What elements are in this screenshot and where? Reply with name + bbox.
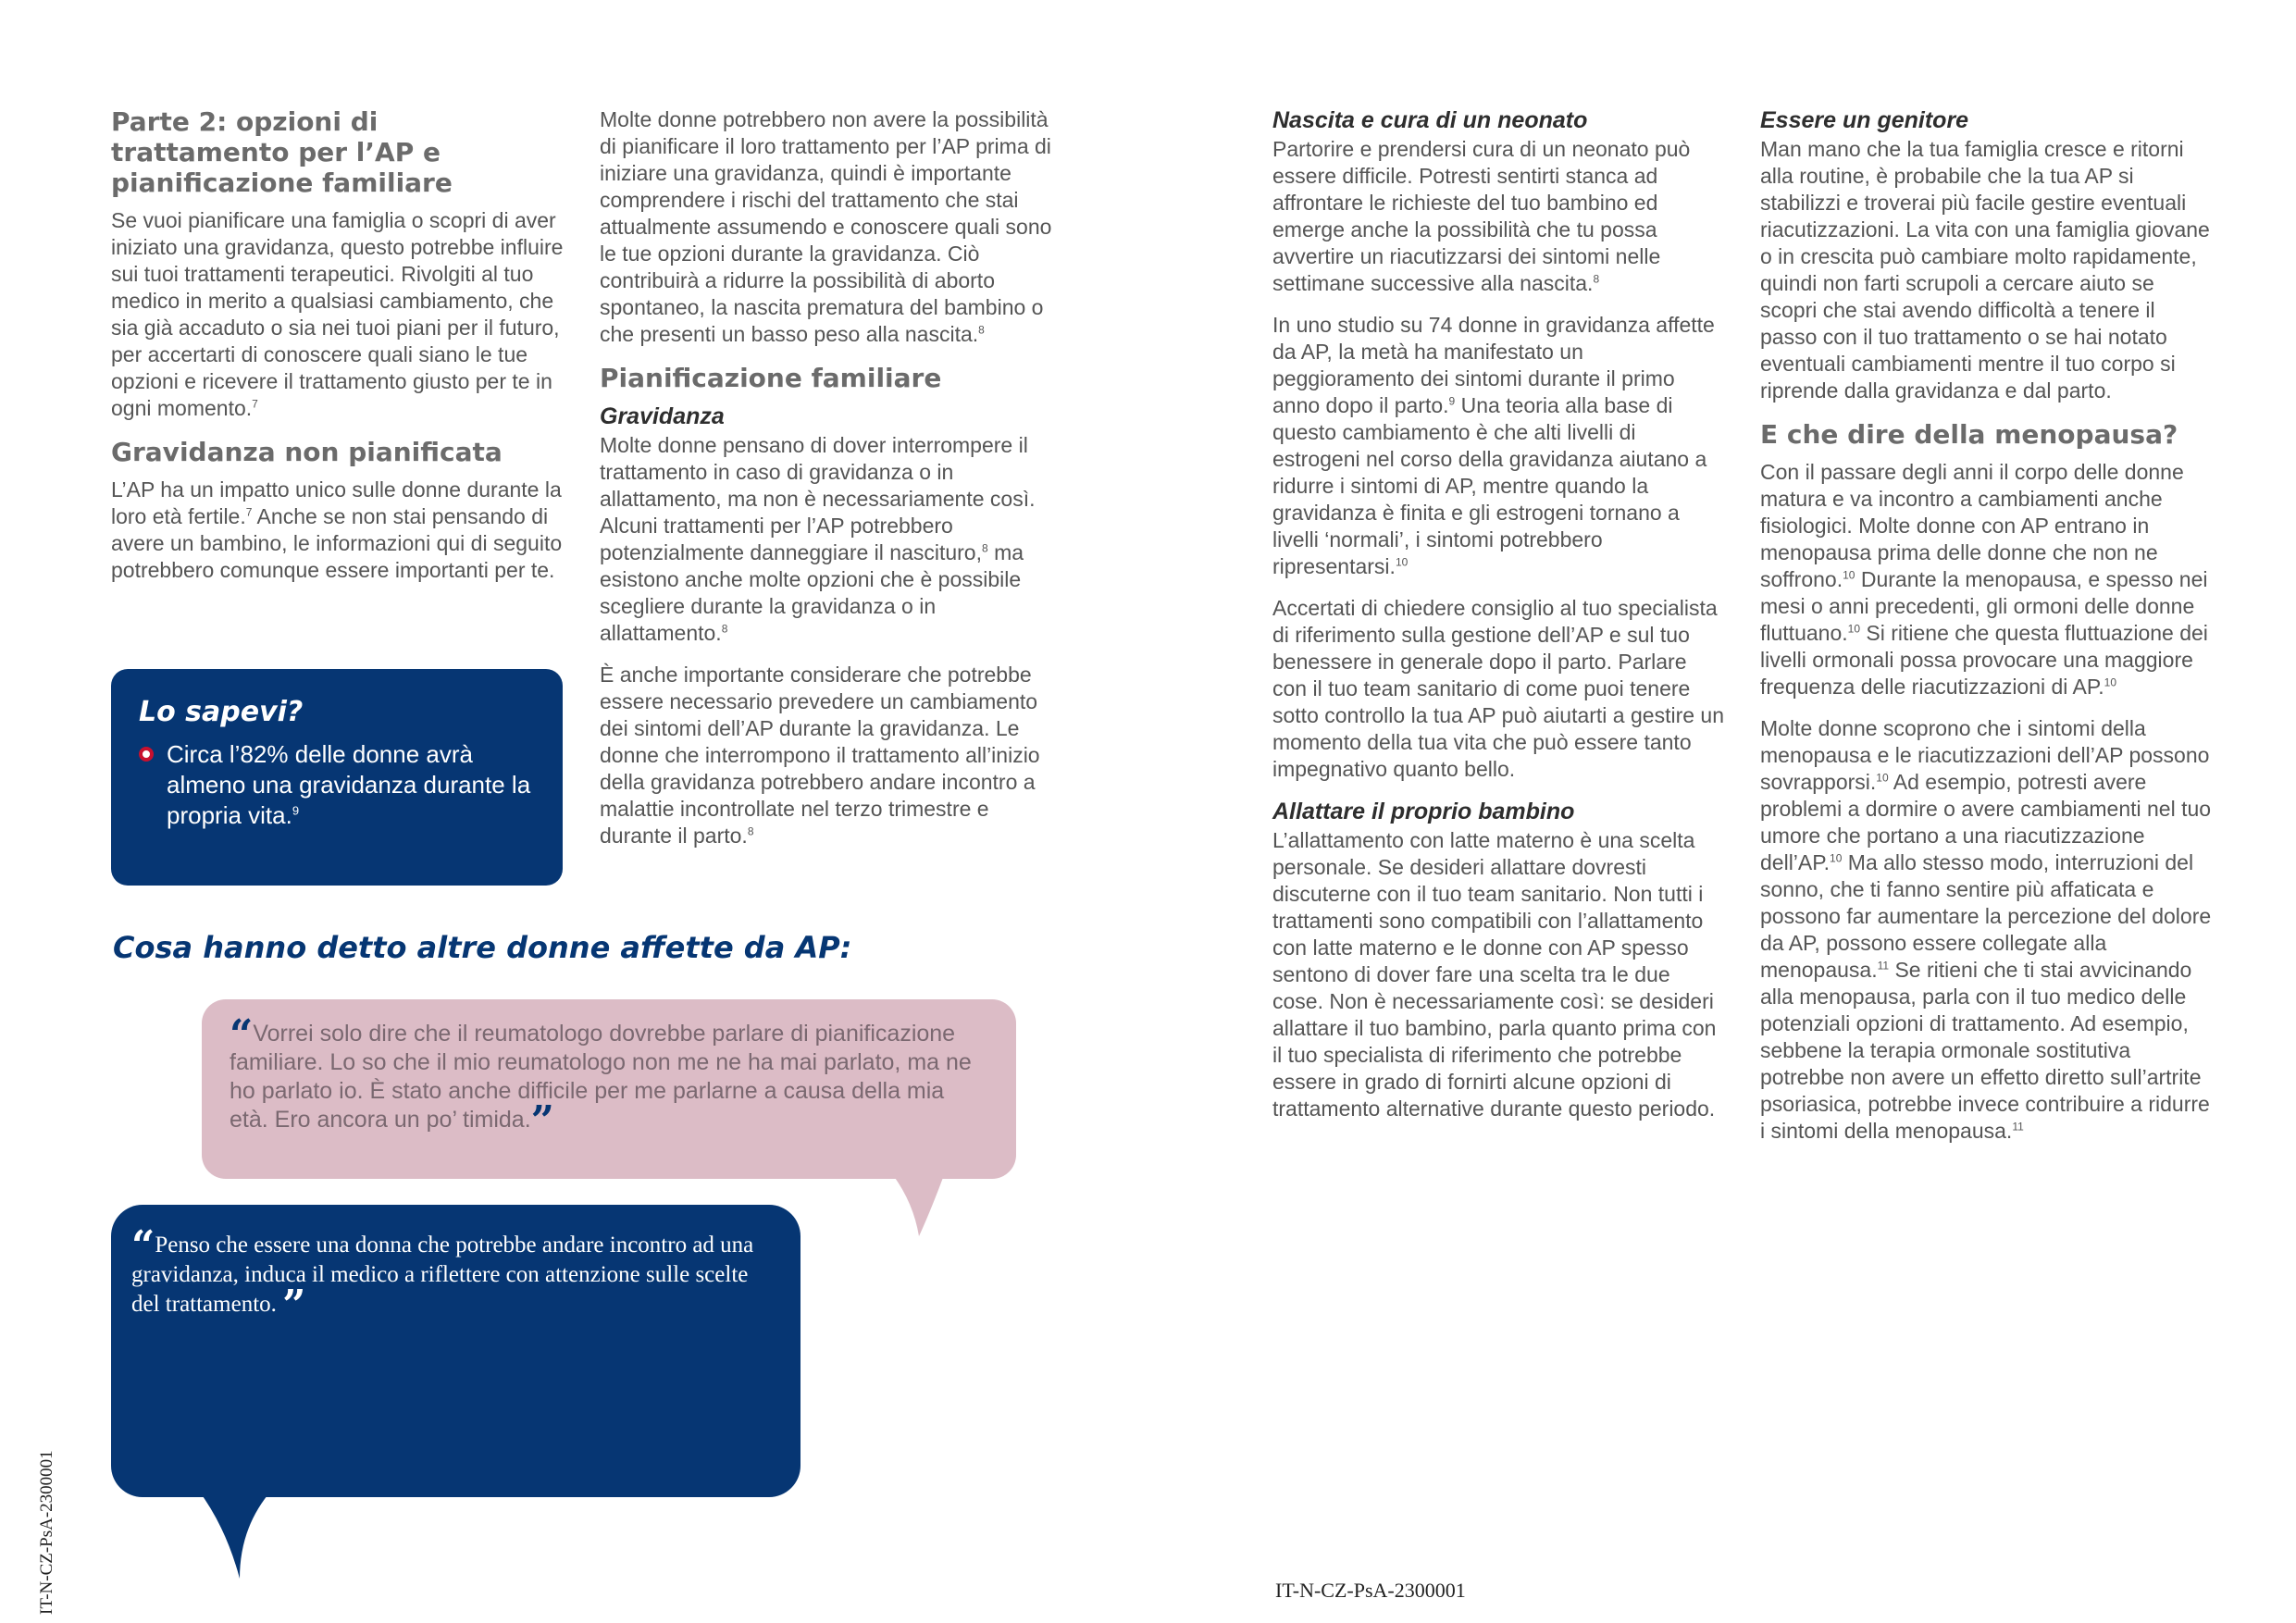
subheading-breastfeeding: Allattare il proprio bambino: [1272, 799, 1575, 824]
paragraph: Man mano che la tua famiglia cresce e ritorni alla routine, è probabile che la tua AP si stabilizzi e troverai più facile gestire eventuali riacutizzazioni. La vita con una famiglia giovane o in crescita può cambiare molto rapidamente, quindi non farti scrupoli a cercare aiuto se scopri che stai avendo difficoltà a tenere il passo con il tuo trattamento o se hai notato eventuali cambiamenti mentre il tuo corpo si riprende dalla gravidanza e dal parto.: [1760, 137, 2210, 403]
footnote-ref: 7: [252, 397, 258, 411]
did-you-know-title: Lo sapevi?: [139, 696, 304, 728]
close-quote-icon: ”: [530, 1097, 554, 1145]
paragraph: Molte donne pensano di dover interrompere il trattamento in caso di gravidanza o in allattamento, ma non è necessariamente così. Alcuni trattamenti per l’AP potrebbero potenzialmente danneggiare il nascituro,$^8$ ma esistono anche molte opzioni che è possibile scegliere durante la gravidanza o in allattamento.$^8$: [600, 433, 1036, 645]
document-code-vertical: IT-N-CZ-PsA-2300001: [37, 1450, 56, 1615]
section-heading-family-planning: Pianificazione familiare: [600, 363, 942, 393]
footnote-ref: 8: [721, 622, 728, 636]
paragraph: Molte donne scoprono che i sintomi della menopausa e le riacutizzazioni dell’AP possono sovrapporsi.$^{10}$ Ad esempio, potresti avere problemi a dormire o avere cambiamenti nel tuo umore che portano a una riacutizzazione dell’AP.$^{10}$ Ma allo stesso modo, interruzioni del sonno, che ti fanno sentire più affaticata e possono far aumentare la percezione del dolore da AP, possono essere collegate alla menopausa.$^{11}$ Se ritieni che ti stai avvicinando alla menopausa, parla con il tuo medico delle potenziali opzioni di trattamento. Ad esempio, sebbene la terapia ormonale sostitutiva potrebbe non avere un effetto diretto sull’artrite psoriasica, potrebbe invece contribuire a ridurre i sintomi della menopausa.$^{11}$: [1760, 716, 2212, 1143]
did-you-know-text: Circa l’82% delle donne avrà almeno una gravidanza durante la propria vita.: [167, 740, 531, 829]
footnote-ref: 10: [1830, 851, 1843, 865]
paragraph: In uno studio su 74 donne in gravidanza affette da AP, la metà ha manifestato un peggioramento dei sintomi durante il primo anno dopo il parto.$^9$ Una teoria alla base di questo cambiamento è che alti livelli di estrogeni nel corso della gravidanza aiutano a ridurre i sintomi di AP, mentre quando la gravidanza è finita e gli estrogeni tornano a livelli ‘normali’, i sintomi potrebbero ripresentarsi.$^{10}$: [1272, 313, 1715, 578]
column-4: [1760, 106, 2214, 1159]
quote-text-1: Vorrei solo dire che il reumatologo dovrebbe parlare di pianificazione familiare. Lo so che il mio reumatologo non me ne ha mai parlato, ma ne ho parlato io. È stato anche difficile per me parlarne a causa della mia età. Ero ancora un po’ timida.: [230, 1021, 972, 1133]
column-2: [600, 106, 1055, 864]
subheading-pregnancy: Gravidanza: [600, 403, 725, 429]
open-quote-icon: “: [230, 1011, 254, 1059]
paragraph: L’AP ha un impatto unico sulle donne durante la loro età fertile.$^7$ Anche se non stai pensando di avere un bambino, le informazioni qui di seguito potrebbero comunque essere importanti per te.: [111, 477, 563, 582]
open-quote-icon: “: [131, 1222, 155, 1270]
footnote-ref: 11: [2012, 1120, 2024, 1134]
document-code-bottom: IT-N-CZ-PsA-2300001: [1275, 1579, 1466, 1602]
footnote-ref: 9: [292, 803, 300, 818]
bullet-icon: [139, 747, 154, 762]
footnote-ref: 10: [1395, 555, 1409, 569]
footnote-ref: 7: [245, 505, 253, 519]
footnote-ref: 10: [1876, 771, 1889, 785]
quote-bubble-pink: [202, 999, 1016, 1179]
footnote-ref: 8: [747, 824, 754, 838]
quotes-heading: Cosa hanno detto altre donne affette da AP:: [113, 930, 852, 965]
speech-bubble-tail: [198, 1490, 272, 1580]
paragraph: È anche importante considerare che potrebbe essere necessario prevedere un cambiamento dei sintomi dell’AP durante la gravidanza. Le donne che interrompono il trattamento all’inizio della gravidanza potrebbero andare incontro a malattie incontrollate nel terzo trimestre e durante il parto.$^8$: [600, 663, 1040, 848]
section-heading-part2: Parte 2: opzioni di trattamento per l’AP e pianificazione familiare: [111, 106, 453, 198]
footnote-ref: 8: [982, 541, 988, 555]
footnote-ref: 10: [1843, 568, 1855, 582]
paragraph: Molte donne potrebbero non avere la possibilità di pianificare il loro trattamento per l’AP prima di iniziare una gravidanza, quindi è importante comprendere i rischi del trattamento che stai attualmente assumendo e conoscere quali sono le tue opzioni durante la gravidanza. Ciò contribuirà a ridurre la possibilità di aborto spontaneo, la nascita prematura del bambino o che presenti un basso peso alla nascita.$^8$: [600, 107, 1052, 346]
speech-bubble-tail: [893, 1175, 949, 1240]
paragraph: Partorire e prendersi cura di un neonato può essere difficile. Potresti sentirti stanca ad affrontare le richieste del tuo bambino ed emerge anche la possibilità che tu possa avvertire un riacutizzarsi dei sintomi nelle settimane successive alla nascita.$^8$: [1272, 137, 1691, 295]
paragraph: Se vuoi pianificare una famiglia o scopri di aver iniziato una gravidanza, questo potrebbe influire sui tuoi trattamenti terapeutici. Rivolgiti al tuo medico in merito a qualsiasi cambiamento, che sia già accaduto o sia nei tuoi piani per il futuro, per accertarti di conoscere quali siano le tue opzioni e ricevere il trattamento giusto per te in ogni momento.$^7$: [111, 208, 564, 420]
footnote-ref: 11: [1877, 959, 1890, 973]
footnote-ref: 10: [1847, 622, 1860, 636]
subheading-parenting: Essere un genitore: [1760, 107, 1969, 133]
section-heading-menopause: E che dire della menopausa?: [1760, 419, 2178, 450]
footnote-ref: 9: [1448, 394, 1456, 408]
column-1: [111, 106, 565, 599]
footnote-ref: 8: [978, 323, 985, 337]
did-you-know-box: [111, 669, 563, 886]
paragraph: Con il passare degli anni il corpo delle donne matura e va incontro a cambiamenti anche fisiologici. Molte donne con AP entrano in menopausa prima delle donne che non ne soffrono.$^{10}$ Durante la menopausa, e spesso nei mesi o anni precedenti, gli ormoni delle donne fluttuano.$^{10}$ Si ritiene che questa fluttuazione dei livelli ormonali possa provocare una maggiore frequenza delle riacutizzazioni di AP.$^{10}$: [1760, 460, 2208, 699]
did-you-know-item: [139, 739, 535, 831]
column-3: [1272, 106, 1724, 1137]
footnote-ref: 8: [1593, 272, 1600, 286]
subheading-birth: Nascita e cura di un neonato: [1272, 107, 1588, 133]
quote-bubble-blue: [111, 1205, 800, 1497]
paragraph: Accertati di chiedere consiglio al tuo specialista di riferimento sulla gestione dell’AP e sul tuo benessere in generale dopo il parto. Parlare con il tuo team sanitario di come puoi tenere sotto controllo la tua AP può aiutarti a gestire un momento della tua vita che può essere tanto impegnativo quanto bello.: [1272, 596, 1724, 781]
close-quote-icon: ”: [282, 1282, 306, 1329]
footnote-ref: 10: [2104, 675, 2116, 689]
paragraph: L’allattamento con latte materno è una scelta personale. Se desideri allattare dovresti discuterne con il tuo team sanitario. Non tutti i trattamenti sono compatibili con l’allattamento con latte materno e le donne con AP spesso sentono di dover fare una scelta tra le due cose. Non è necessariamente così: se desideri allattare il tuo bambino, parla quanto prima con il tuo specialista di riferimento che potrebbe essere in grado di fornirti alcune opzioni di trattamento alternative durante questo periodo.: [1272, 828, 1717, 1121]
quote-text-2: Penso che essere una donna che potrebbe andare incontro ad una gravidanza, induca il medico a riflettere con attenzione sulle scelte del trattamento.: [131, 1233, 754, 1317]
section-heading-unplanned: Gravidanza non pianificata: [111, 437, 503, 467]
